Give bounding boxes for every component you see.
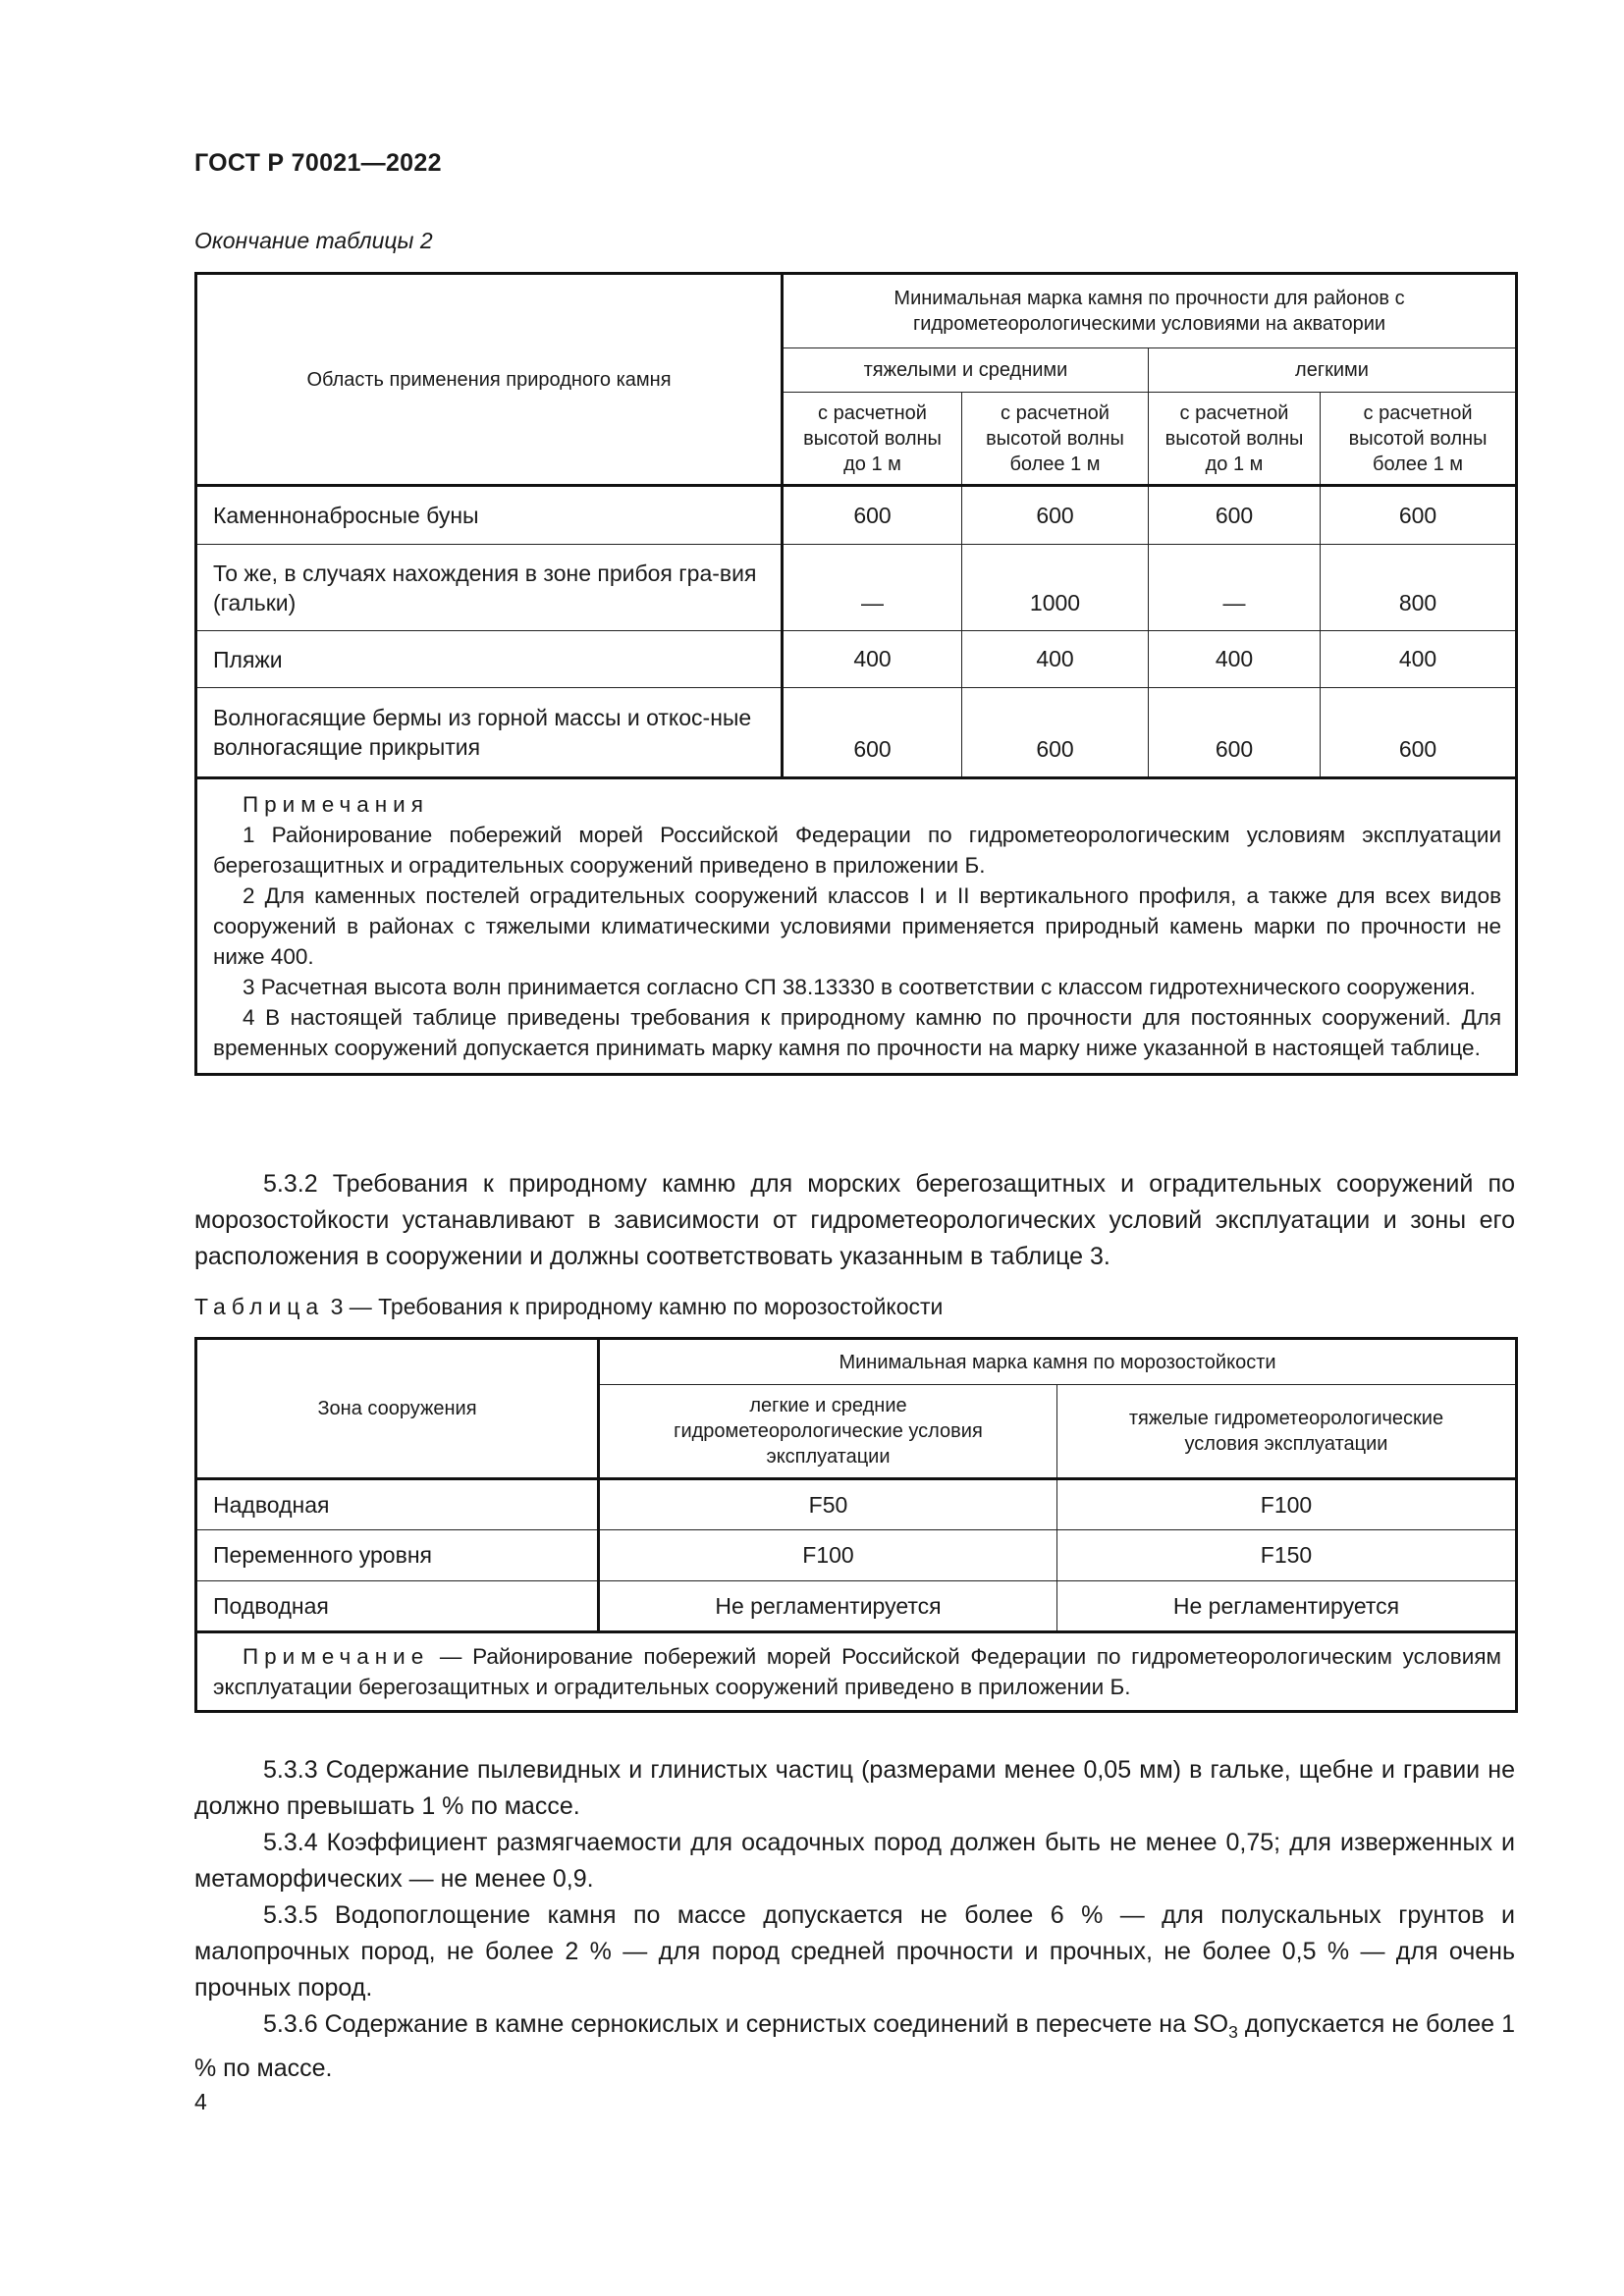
note-1: 1 Районирование побережий морей Российской Федерации по гидрометеорологическим условиям эксплуатации берегозащитных и оградительных сооружений приведено в приложении Б. bbox=[213, 823, 1502, 878]
table2-cell: 400 bbox=[1149, 631, 1321, 688]
table3-row-label: Подводная bbox=[196, 1581, 599, 1632]
table2-subcol-3: с расчетной высотой волны до 1 м bbox=[1149, 393, 1321, 486]
table2-continuation-caption: Окончание таблицы 2 bbox=[194, 228, 433, 253]
table2-group-header: Минимальная марка камня по прочности для районов с гидрометеорологическими условиями на акватории bbox=[783, 274, 1517, 348]
table2-subgroup-light: легкими bbox=[1149, 348, 1517, 393]
paragraph-5-3-6-text-a: 5.3.6 Содержание в камне сернокислых и сернистых соединений в пересчете на SO bbox=[263, 2010, 1229, 2038]
table3-col-header-zone: Зона сооружения bbox=[196, 1339, 599, 1479]
table2-cell: 600 bbox=[1149, 486, 1321, 545]
table3-note-word: Примечание bbox=[243, 1644, 430, 1669]
paragraph-5-3-6-text-b: допускается не более 1 % по массе. bbox=[194, 2010, 1515, 2083]
notes-title: Примечания bbox=[243, 792, 429, 817]
table2-row-label: Каменнонабросные буны bbox=[196, 486, 783, 545]
table-row bbox=[196, 1530, 1517, 1581]
table-row bbox=[196, 545, 1517, 631]
table2-subcol-2: с расчетной высотой волны более 1 м bbox=[962, 393, 1149, 486]
paragraph-text: 5.3.2 Требования к природному камню для морских берегозащитных и оградительных сооружений по морозостойкости устанавливают в зависимости от гидрометеорологических условий эксплуатации и зоны его расположения в сооружении и должны соответствовать указанным в таблице 3. bbox=[194, 1170, 1515, 1270]
table2-cell: 400 bbox=[962, 631, 1149, 688]
table-row bbox=[196, 688, 1517, 778]
table2-subcol-1: с расчетной высотой волны до 1 м bbox=[783, 393, 962, 486]
table3-cell: Не регламентируется bbox=[1057, 1581, 1517, 1632]
table-row bbox=[196, 486, 1517, 545]
table3 bbox=[194, 1337, 1518, 1713]
table2-cell: 600 bbox=[783, 486, 962, 545]
note-3: 3 Расчетная высота волн принимается согласно СП 38.13330 в соответствии с классом гидротехнического сооружения. bbox=[243, 975, 1476, 999]
table2-subcol-4: с расчетной высотой волны более 1 м bbox=[1321, 393, 1517, 486]
table3-cell: F100 bbox=[1057, 1479, 1517, 1530]
paragraphs-5-3-3-to-5-3-6 bbox=[194, 1752, 1515, 2087]
table2-row-label: Пляжи bbox=[196, 631, 783, 688]
table2-cell: 600 bbox=[1321, 486, 1517, 545]
table3-row-label: Переменного уровня bbox=[196, 1530, 599, 1581]
table2-cell: — bbox=[783, 545, 962, 631]
table2-notes-row bbox=[196, 778, 1517, 1075]
table2 bbox=[194, 272, 1518, 1076]
table2-row-label: То же, в случаях нахождения в зоне прибоя гра-вия (гальки) bbox=[196, 545, 783, 631]
document-header: ГОСТ Р 70021—2022 bbox=[194, 149, 442, 177]
table2-notes bbox=[196, 778, 1517, 1075]
table-row bbox=[196, 631, 1517, 688]
paragraph-5-3-6-subscript: 3 bbox=[1228, 2022, 1238, 2043]
table3-subcol-1: легкие и средние гидрометеорологические условия эксплуатации bbox=[599, 1385, 1057, 1479]
paragraph-5-3-3: 5.3.3 Содержание пылевидных и глинистых частиц (размерами менее 0,05 мм) в гальке, щебне и гравии не должно превышать 1 % по массе. bbox=[194, 1756, 1515, 1820]
table2-cell: 400 bbox=[783, 631, 962, 688]
table3-note-row bbox=[196, 1632, 1517, 1712]
table2-col-header-area: Область применения природного камня bbox=[196, 274, 783, 486]
page-number: 4 bbox=[194, 2089, 207, 2114]
table3-cell: F100 bbox=[599, 1530, 1057, 1581]
table3-cell: F50 bbox=[599, 1479, 1057, 1530]
table2-cell: 600 bbox=[962, 688, 1149, 778]
table2-cell: 600 bbox=[962, 486, 1149, 545]
table2-cell: 1000 bbox=[962, 545, 1149, 631]
table2-cell: 800 bbox=[1321, 545, 1517, 631]
table2-cell: 600 bbox=[1321, 688, 1517, 778]
table3-caption-text: 3 — Требования к природному камню по морозостойкости bbox=[324, 1294, 944, 1319]
table3-caption-word: Таблица bbox=[194, 1294, 325, 1319]
paragraph-5-3-2 bbox=[194, 1166, 1515, 1275]
table3-cell: Не регламентируется bbox=[599, 1581, 1057, 1632]
table3-cell: F150 bbox=[1057, 1530, 1517, 1581]
table3-row-label: Надводная bbox=[196, 1479, 599, 1530]
table3-caption bbox=[194, 1294, 943, 1320]
paragraph-5-3-6 bbox=[194, 2006, 1515, 2087]
table3-group-header: Минимальная марка камня по морозостойкости bbox=[599, 1339, 1517, 1385]
table2-subgroup-heavy: тяжелыми и средними bbox=[783, 348, 1149, 393]
note-2: 2 Для каменных постелей оградительных сооружений классов I и II вертикального профиля, а также для всех видов сооружений в районах с тяжелыми климатическими условиями применяется природный камень марки по прочности не ниже 400. bbox=[213, 883, 1502, 969]
table3-note bbox=[196, 1632, 1517, 1712]
note-4: 4 В настоящей таблице приведены требования к природному камню по прочности для постоянных сооружений. Для временных сооружений допускается принимать марку камня по прочности на марку ниже указанной в настоящей таблице. bbox=[213, 1005, 1502, 1060]
table3-subcol-2: тяжелые гидрометеорологические условия эксплуатации bbox=[1057, 1385, 1517, 1479]
table2-cell: — bbox=[1149, 545, 1321, 631]
paragraph-5-3-4: 5.3.4 Коэффициент размягчаемости для осадочных пород должен быть не менее 0,75; для изверженных и метаморфических — не менее 0,9. bbox=[194, 1829, 1515, 1893]
table-row bbox=[196, 1581, 1517, 1632]
table-row bbox=[196, 1479, 1517, 1530]
table2-cell: 600 bbox=[783, 688, 962, 778]
table2-row-label: Волногасящие бермы из горной массы и откос-ные волногасящие прикрытия bbox=[196, 688, 783, 778]
table2-cell: 400 bbox=[1321, 631, 1517, 688]
table3-note-text: — Районирование побережий морей Российской Федерации по гидрометеорологическим условиям эксплуатации берегозащитных и оградительных сооружений приведено в приложении Б. bbox=[213, 1644, 1501, 1699]
table2-cell: 600 bbox=[1149, 688, 1321, 778]
paragraph-5-3-5: 5.3.5 Водопоглощение камня по массе допускается не более 6 % — для полускальных грунтов и малопрочных пород, не более 2 % — для пород средней прочности и прочных, не более 0,5 % — для очень прочных пород. bbox=[194, 1901, 1515, 2002]
